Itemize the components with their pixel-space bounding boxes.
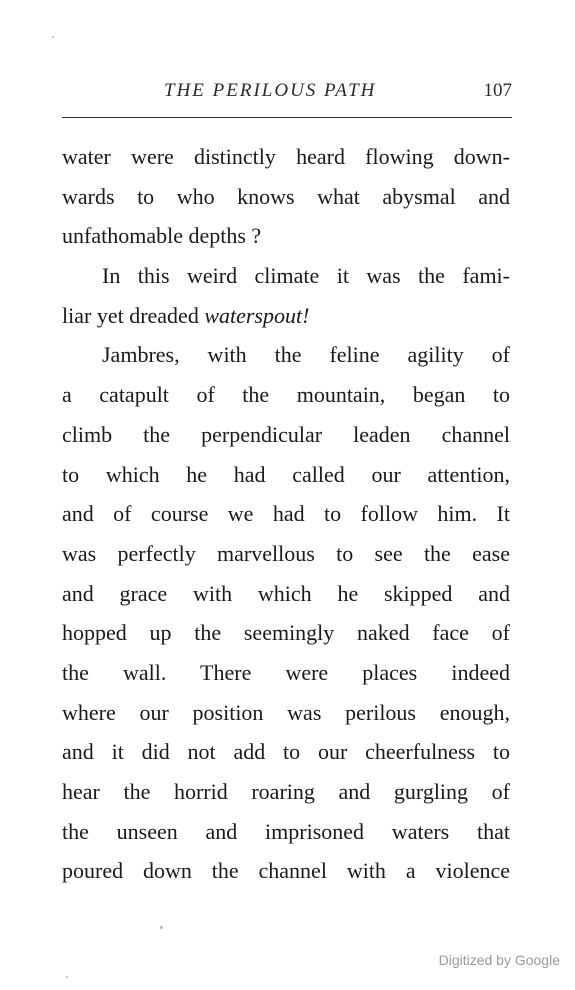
text-line: the unseen and imprisoned waters that: [62, 818, 510, 844]
text-line: a catapult of the mountain, began to: [62, 382, 510, 408]
text-line: hear the horrid roaring and gurgling of: [62, 779, 510, 804]
text-line: climb the perpendicular leaden channel: [62, 421, 510, 447]
text-line: to which he had called our attention,: [62, 461, 510, 487]
text-line: In this weird climate it was the fami-: [102, 263, 510, 289]
page-header: [62, 80, 512, 108]
text-line: was perfectly marvellous to see the ease: [62, 540, 510, 566]
body-text: [62, 137, 510, 891]
scan-speck: [66, 976, 68, 978]
text-line: [62, 296, 510, 336]
header-rule: [62, 117, 512, 118]
text-line-run: liar yet dreaded: [62, 302, 205, 328]
text-line: the wall. There were places indeed: [62, 659, 510, 685]
emphasized-word: waterspout!: [204, 302, 310, 328]
text-line: water were distinctly heard flowing down-: [62, 144, 510, 169]
text-line: where our position was perilous enough,: [62, 699, 510, 725]
text-line: hopped up the seemingly naked face of: [62, 620, 510, 646]
text-line: Jambres, with the feline agility of: [102, 342, 510, 368]
text-line: and grace with which he skipped and: [62, 580, 510, 606]
text-line: and of course we had to follow him. It: [62, 501, 510, 527]
text-line: wards to who knows what abysmal and: [62, 183, 510, 209]
digitized-watermark: Digitized by Google: [438, 952, 560, 968]
text-line: and it did not add to our cheerfulness to: [62, 739, 510, 765]
page-number: 107: [483, 80, 512, 101]
running-title: THE PERILOUS PATH: [164, 80, 377, 101]
text-line: poured down the channel with a violence: [62, 858, 510, 884]
scan-speck: [52, 36, 54, 38]
text-line: unfathomable depths ?: [62, 223, 262, 249]
scan-speck: [160, 926, 163, 929]
